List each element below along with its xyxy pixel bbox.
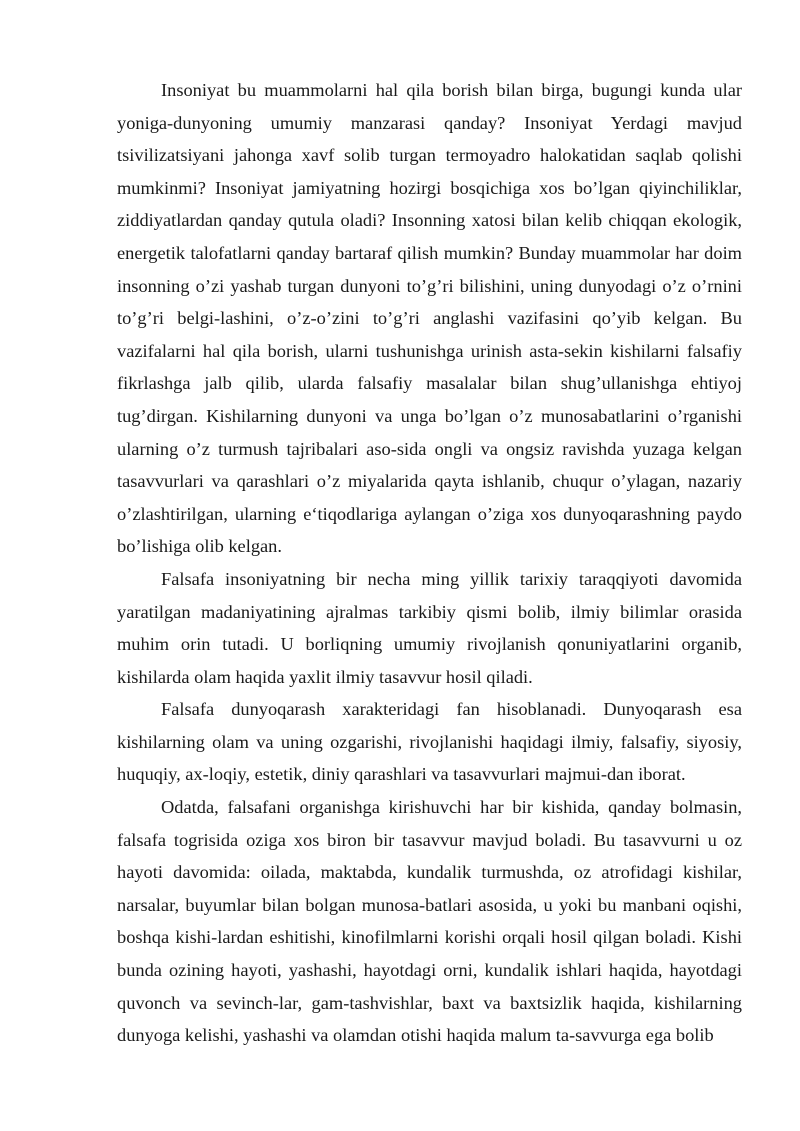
paragraph-3: Falsafa dunyoqarash xarakteridagi fan hisoblanadi. Dunyoqarash esa kishilarning olam va uning ozgarishi, rivojlanishi haqidagi ilmiy, falsafiy, siyosiy, huquqiy, ax-loqiy, estetik, diniy qarashlari va tasavvurlari majmui-dan iborat. bbox=[117, 699, 742, 785]
paragraph-2: Falsafa insoniyatning bir necha ming yillik tarixiy taraqqiyoti davomida yaratilgan madaniyatining ajralmas tarkibiy qismi bolib, ilmiy bilimlar orasida muhim orin tutadi. U borliqning umumiy rivojlanish qonuniyatlarini organib, kishilarda olam haqida yaxlit ilmiy tasavvur hosil qiladi. bbox=[117, 568, 742, 687]
paragraph-4: Odatda, falsafani organishga kirishuvchi har bir kishida, qanday bolmasin, falsafa togrisida oziga xos biron bir tasavvur mavjud boladi. Bu tasavvurni u oz hayoti davomida: oilada, maktabda, kundalik turmushda, oz atrofidagi kishilar, narsalar, buyumlar bilan bolgan munosa-batlari asosida, u yoki bu manbani oqishi, boshqa kishi-lardan eshitishi, kinofilmlarni korishi orqali hosil qilgan boladi. Kishi bunda ozining hayoti, yashashi, hayotdagi orni, kundalik ishlari haqida, hayotdagi quvonch va sevinch-lar, gam-tashvishlar, baxt va baxtsizlik haqida, kishilarning dunyoga kelishi, yashashi va olamdan otishi haqida malum ta-savvurga ega bolib bbox=[117, 797, 742, 1046]
paragraph-1: Insoniyat bu muammolarni hal qila borish bilan birga, bugungi kunda ular yoniga-dunyoning umumiy manzarasi qanday? Insoniyat Yerdagi mavjud tsivilizatsiyani jahonga xavf solib turgan termoyadro halokatidan saqlab qolishi mumkinmi? Insoniyat jamiyatning hozirgi bosqichiga xos bo’lgan qiyinchiliklar, ziddiyatlardan qanday qutula oladi? Insonning xatosi bilan kelib chiqqan ekologik, energetik talofatlarni qanday bartaraf qilish mumkin? Bunday muammolar har doim insonning o’zi yashab turgan dunyoni to’g’ri bilishini, uning dunyodagi o’z o’rnini to’g’ri belgi-lashini, o’z-o’zini to’g’ri anglashi vazifasini qo’yib kelgan. Bu vazifalarni hal qila borish, ularni tushunishga urinish asta-sekin kishilarni falsafiy fikrlashga jalb qilib, ularda falsafiy masalalar bilan shug’ullanishga ehtiyoj tug’dirgan. Kishilarning dunyoni va unga bo’lgan o’z munosabatlarini o’rganishi ularning o’z turmush tajribalari aso-sida ongli va ongsiz ravishda yuzaga kelgan tasavvurlari va qarashlari o’z miyalarida qayta ishlanib, chuqur o’ylagan, nazariy o’zlashtirilgan, ularning e‘tiqodlariga aylangan o’ziga xos dunyoqarashning paydo bo’lishiga olib kelgan. bbox=[117, 80, 742, 557]
text-body bbox=[117, 74, 742, 1052]
